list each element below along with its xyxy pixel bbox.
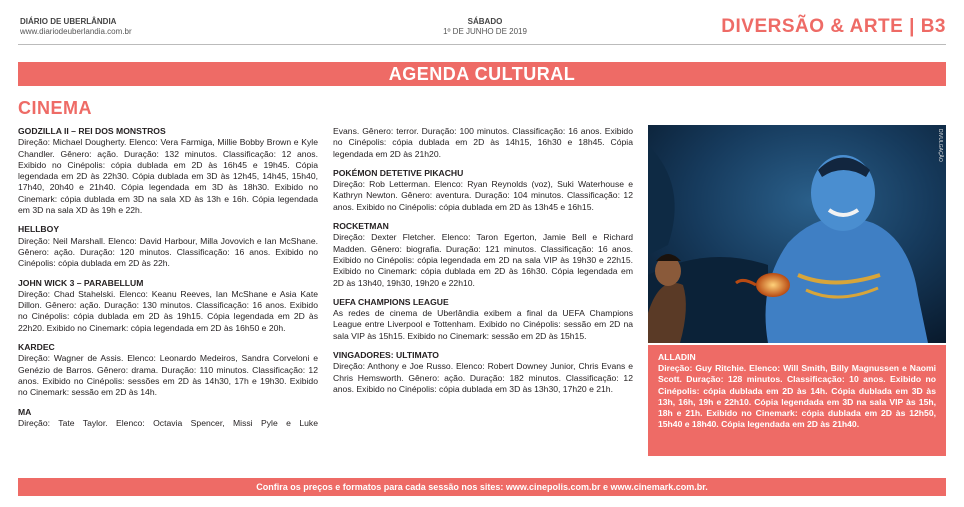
newspaper-name: DIÁRIO DE UBERLÂNDIA: [20, 17, 117, 26]
film-details: Direção: Dexter Fletcher. Elenco: Taron Egerton, Jamie Bell e Richard Madden. Gênero: biografia. Duração: 121 minutos. Classificação: 16 anos. Exibido no Cinépolis: cópia legendada em 2D na sala VIP às 19h30 e 22h15. Exibido no Cinemark: cópia dublada em 2D às 16h30. Cópia legendada em 2D às 13h40, 19h30, 19h20 e 22h10.: [333, 232, 633, 288]
film-title: HELLBOY: [18, 224, 60, 235]
film-title: POKÉMON DETETIVE PIKACHU: [333, 167, 464, 178]
film-column-2: [333, 126, 633, 403]
agenda-banner: AGENDA CULTURAL: [18, 62, 946, 86]
film-details: Evans. Gênero: terror. Duração: 100 minutos. Classificação: 16 anos. Exibido no Cinépolis: cópia dublada em 2D às 14h15, 16h30 e 18h45. Cópia legendada em 2D às 21h20.: [333, 126, 633, 159]
film-details: Direção: Anthony e Joe Russo. Elenco: Robert Downey Junior, Chris Evans e Chris Hemsworth. Gênero: ação. Duração: 182 minutos. Classificação: 12 anos. Exibido no Cinépolis: cópia dublada em 3D às 13h30, 17h20 e 21h.: [333, 361, 633, 394]
footer-note: Confira os preços e formatos para cada sessão nos sites: www.cinepolis.com.br e www.cinemark.com.br.: [18, 478, 946, 496]
film-details: Direção: Tate Taylor. Elenco: Octavia Spencer, Missi Pyle e Luke: [18, 417, 318, 428]
film-entry: [333, 350, 633, 395]
header-divider: [18, 44, 946, 45]
genie-illustration: [648, 125, 946, 343]
film-title: GODZILLA II – REI DOS MONSTROS: [18, 126, 166, 136]
film-details: Direção: Chad Stahelski. Elenco: Keanu Reeves, Ian McShane e Asia Kate Dillon. Gênero: ação. Duração: 130 minutos. Classificação: 16 anos. Exibido no Cinépolis: cópia dublada em 2D às 19h15. Cópia legendada em 2D às 22h20. Exibido no Cinemark: cópia legendada em 2D às 16h50 e 20h.: [18, 288, 318, 333]
film-title: UEFA CHAMPIONS LEAGUE: [333, 296, 449, 307]
film-entry: [333, 221, 633, 289]
film-details: Direção: Rob Letterman. Elenco: Ryan Reynolds (voz), Suki Waterhouse e Kathryn Newton. Gênero: aventura. Duração: 104 minutos. Classificação: 12 anos. Exibido no Cinépolis: cópia dublada em 2D às 13h45 e 16h15.: [333, 179, 633, 212]
issue-date-block: [420, 17, 550, 37]
film-details: Direção: Michael Dougherty. Elenco: Vera Farmiga, Millie Bobby Brown e Kyle Chandler. Gênero: ação. Duração: 132 minutos. Classificação: 12 anos. Exibido no Cinépolis: cópia dublada em 2D às 16h45 e 19h45. Cópia legendada em 2D às 22h30. Cópia dublada em 3D às 12h45, 14h45, 15h40, 17h40, 20h40 e 21h40. Cópia legendada em 3D às 18h30. Exibido no Cinemark: cópia dublada em 3D na sala XD às 13h e 16h. Cópia legendada em 3D na sala XD às 19h e 22h.: [18, 137, 318, 216]
film-details: Direção: Neil Marshall. Elenco: David Harbour, Milla Jovovich e Ian McShane. Gênero: ação. Duração: 120 minutos. Classificação: 16 anos. Exibido no Cinépolis: cópia dublada em 2D às 22h.: [18, 235, 318, 269]
film-details: Direção: Wagner de Assis. Elenco: Leonardo Medeiros, Sandra Corveloni e Genézio de Barros. Gênero: drama. Duração: 110 minutos. Classificação: 12 anos. Exibido no Cinépolis: sessões em 2D às 14h30, 17h e 19h30. Exibido no Cinemark: sessão em 2D às 14h.: [18, 353, 318, 398]
masthead: [20, 17, 132, 37]
film-column-1: [18, 126, 318, 437]
film-title: ROCKETMAN: [333, 221, 389, 232]
issue-day: SÁBADO: [467, 17, 503, 26]
film-details: As redes de cinema de Uberlândia exibem a final da UEFA Champions League entre Liverpool e Tottenham. Exibido no Cinépolis: sessão em 2D na sala VIP às 15h15. Exibido no Cinemark: sessão em 2D às 15h15.: [333, 308, 633, 341]
film-entry: [18, 126, 318, 216]
film-entry: [333, 297, 633, 342]
section-title: CINEMA: [18, 98, 92, 118]
film-entry: [18, 278, 318, 334]
film-entry: [18, 342, 318, 398]
film-title: VINGADORES: ULTIMATO: [333, 350, 439, 361]
film-entry: [18, 407, 318, 430]
aladdin-photo: [648, 125, 946, 343]
film-title: JOHN WICK 3 – PARABELLUM: [18, 277, 144, 288]
newspaper-website[interactable]: www.diariodeuberlandia.com.br: [20, 27, 132, 36]
film-entry: [18, 224, 318, 269]
film-title: MA: [18, 406, 32, 417]
featured-film-title: ALLADIN: [658, 352, 696, 362]
section-header: DIVERSÃO & ARTE | B3: [721, 16, 946, 37]
film-entry-continued: [333, 126, 633, 160]
issue-date: 1º DE JUNHO DE 2019: [443, 27, 527, 36]
film-entry: [333, 168, 633, 213]
featured-film-box: [648, 345, 946, 456]
film-title: KARDEC: [18, 342, 55, 353]
photo-credit: DIVULGAÇÃO: [937, 129, 943, 162]
featured-film-details: Direção: Guy Ritchie. Elenco: Will Smith, Billy Magnussen e Naomi Scott. Duração: 128 minutos. Classificação: 10 anos. Exibido no Cinépolis: cópia dublada em 2D às 14h. Cópia dublada em 3D às 13h, 16h, 19h e 22h10. Cópia legendada em 3D na sala VIP às 15h, 18h e 21h. Exibido no Cinemark: cópia dublada em 2D às 12h50, 15h40 e 18h40. Cópia legendada em 2D às 21h40.: [658, 363, 936, 430]
